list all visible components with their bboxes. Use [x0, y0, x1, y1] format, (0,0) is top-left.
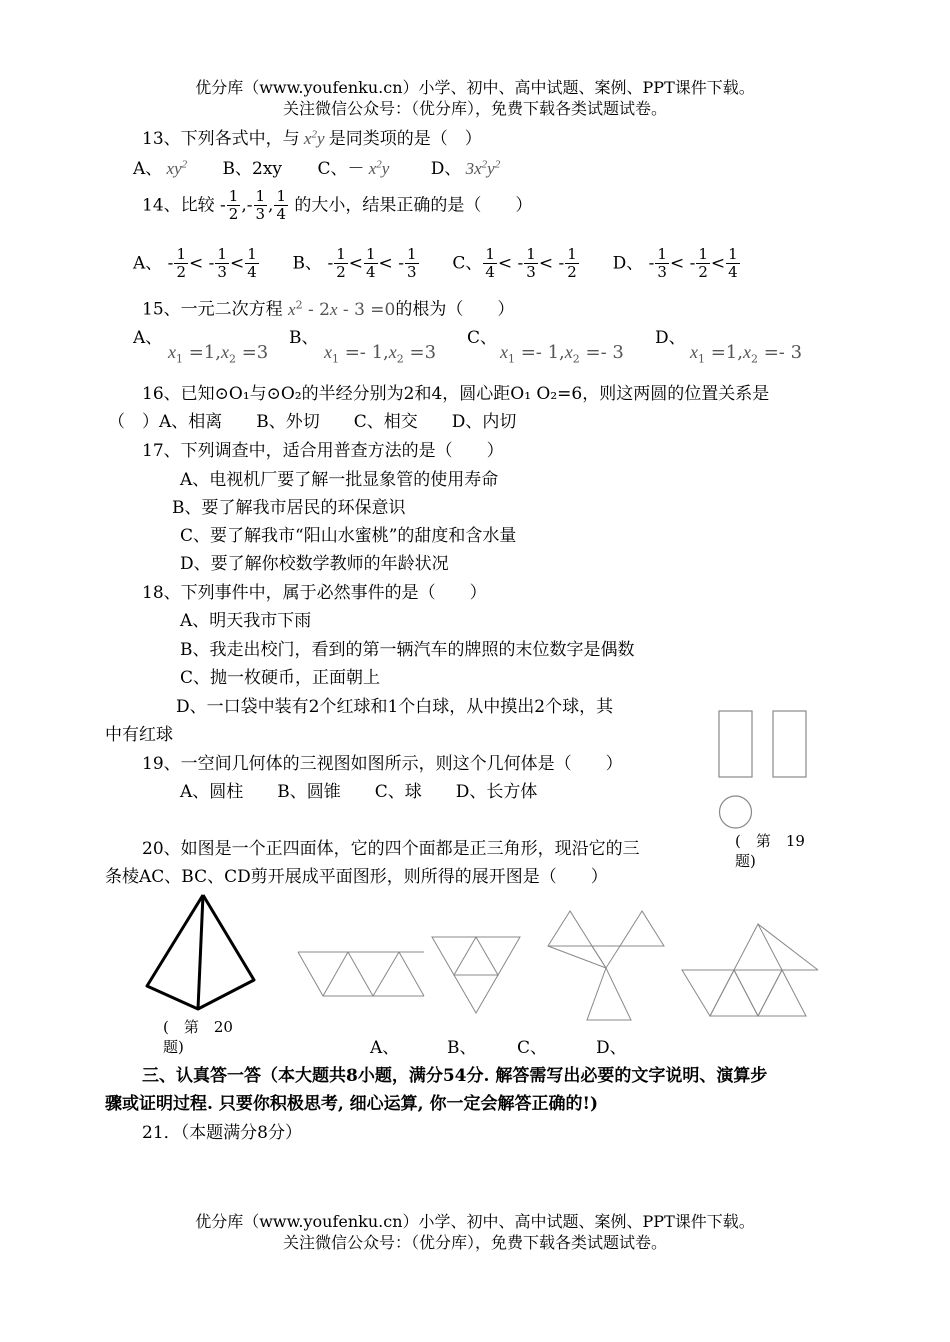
- q20-option-label-d: D、: [596, 1038, 627, 1058]
- section-3-heading-line-2: 骤或证明过程. 只要你积极思考, 细心运算, 你一定会解答正确的!): [105, 1094, 599, 1114]
- q17-option-d: D、要了解你校数学教师的年龄状况: [180, 554, 449, 574]
- q15-stem: 15、一元二次方程 $x^2 - 2x - 3 =0$的根为（ ）: [142, 298, 515, 320]
- section-3-heading-line-1: 三、认真答一答（本大题共8小题，满分54分. 解答需写出必要的文字说明、演算步: [142, 1066, 768, 1086]
- q19-caption-2: 题): [735, 852, 756, 870]
- q20-option-label-a: A、: [370, 1038, 400, 1058]
- footer-line-1: 优分库（www.youfenku.cn）小学、初中、高中试题、案例、PPT课件下载。: [195, 1212, 755, 1231]
- q17-option-c: C、要了解我市“阳山水蜜桃”的甜度和含水量: [180, 526, 517, 546]
- q16-line-2: （ ）A、相离 B、外切 C、相交 D、内切: [108, 412, 517, 432]
- q15-label-b: B、: [289, 328, 319, 348]
- q20-line-2: 条棱AC、BC、CD剪开展成平面图形，则所得的展开图是（ ）: [105, 867, 608, 887]
- top-view-circle: [720, 796, 752, 828]
- q15-option-c-expr: $x_1 =- 1,x_2 =- 3$: [500, 342, 624, 366]
- footer-line-2: 关注微信公众号：（优分库），免费下载各类试题试卷。: [282, 1233, 667, 1252]
- q17-option-a: A、电视机厂要了解一批显象管的使用寿命: [180, 470, 499, 490]
- q17-option-b: B、要了解我市居民的环保意识: [172, 498, 406, 518]
- q20-option-b-net: [430, 935, 522, 1015]
- q18-option-d-line-1: D、一口袋中装有2个红球和1个白球，从中摸出2个球，其: [176, 697, 614, 717]
- q15-option-a-expr: $x_1 =1,x_2 =3$: [168, 342, 269, 366]
- q19-stem: 19、一空间几何体的三视图如图所示，则这个几何体是（ ）: [142, 754, 623, 774]
- q15-option-labels: A、: [133, 328, 163, 348]
- q18-option-c: C、抛一枚硬币，正面朝上: [180, 668, 381, 688]
- q19-options: A、圆柱 B、圆锥 C、球 D、长方体: [180, 782, 538, 802]
- q15-label-d: D、: [655, 328, 686, 348]
- q20-option-label-c: C、: [517, 1038, 548, 1058]
- q18-option-d-line-2: 中有红球: [105, 725, 173, 745]
- q14-stem: 14、比较 - $\frac{1}{2}$ ,- $\frac{1}{3}$ , $\frac{1}{4}$ 的大小，结果正确的是（ ）: [142, 187, 533, 224]
- q14-options: A、 - $\frac{1}{2}$ < - $\frac{1}{3}$ < $\frac{1}{4}$ B、 - $\frac{1}{2}$ < $\frac{1}{4}$ < - $\frac{1}{3}$ C、 $\frac{1}{4}$ < - $\frac{1}{3}$ < - $\frac{1}{2}$ D、 - $\frac{1}{3}$ < - $\frac{1}{2}$ < $\frac{1}{4}$: [133, 245, 738, 282]
- q16-line-1: 16、已知⊙O₁与⊙O₂的半经分别为2和4，圆心距O₁ O₂=6，则这两圆的位置关系是: [142, 384, 770, 404]
- q18-option-a: A、明天我市下雨: [180, 611, 312, 631]
- q18-option-b: B、我走出校门，看到的第一辆汽车的牌照的末位数字是偶数: [180, 640, 635, 660]
- side-view-rectangle: [773, 711, 806, 777]
- q20-caption-2: 题): [163, 1038, 184, 1056]
- q21-stem: 21．（本题满分8分）: [142, 1123, 302, 1143]
- front-view-rectangle: [719, 711, 752, 777]
- q19-three-view-figure: [716, 708, 816, 833]
- q20-option-a-net: [296, 950, 426, 998]
- q19-caption-1: ( 第 19: [735, 832, 805, 850]
- header-line-2: 关注微信公众号：（优分库），免费下载各类试题试卷。: [282, 99, 667, 118]
- q18-stem: 18、下列事件中，属于必然事件的是（ ）: [142, 583, 487, 603]
- q13-stem: 13、下列各式中，与 $x^2y$ 是同类项的是（ ）: [142, 128, 482, 149]
- q15-option-d-expr: $x_1 =1,x_2 =- 3$: [690, 342, 803, 366]
- q15-option-b-expr: $x_1 =- 1,x_2 =3$: [324, 342, 437, 366]
- q20-tetrahedron-figure: [140, 890, 260, 1015]
- q17-stem: 17、下列调查中，适合用普查方法的是（ ）: [142, 441, 504, 461]
- q20-option-d-net: [680, 922, 820, 1018]
- q20-line-1: 20、如图是一个正四面体，它的四个面都是正三角形，现沿它的三: [142, 839, 640, 859]
- q20-option-c-net: [545, 908, 667, 1024]
- q15-label-c: C、: [467, 328, 498, 348]
- header-line-1: 优分库（www.youfenku.cn）小学、初中、高中试题、案例、PPT课件下载。: [195, 78, 755, 97]
- q20-option-label-b: B、: [447, 1038, 477, 1058]
- q20-caption-1: ( 第 20: [163, 1018, 233, 1036]
- q13-options: A、 $xy^2$ B、2xy C、－ $x^2y$ D、 $3x^2y^2$: [133, 158, 501, 179]
